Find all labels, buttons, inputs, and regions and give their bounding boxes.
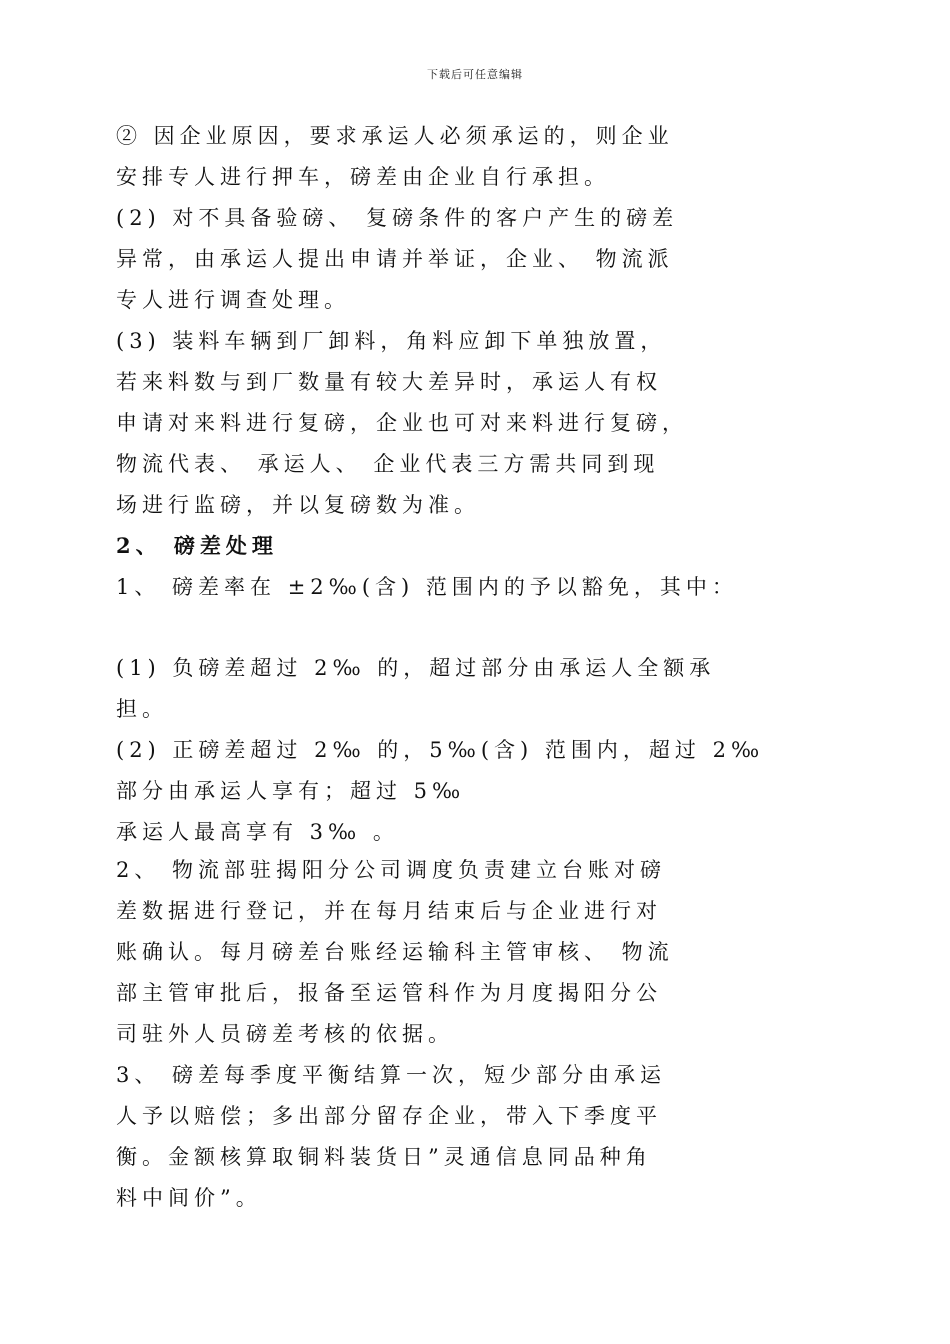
text-line: 担。 xyxy=(116,697,168,721)
text-line: 物流代表、 承运人、 企业代表三方需共同到现 xyxy=(116,452,660,476)
text-line: (1) 负磅差超过 2‰ 的，超过部分由承运人全额承 xyxy=(116,656,716,680)
text-line: 专人进行调查处理。 xyxy=(116,288,350,312)
text-line: 3、 磅差每季度平衡结算一次，短少部分由承运 xyxy=(116,1063,667,1087)
text-line: 场进行监磅，并以复磅数为准。 xyxy=(116,493,480,517)
text-line: 1、 磅差率在 ±2‰(含) 范围内的予以豁免，其中： xyxy=(116,575,738,599)
text-line: 差数据进行登记，并在每月结束后与企业进行对 xyxy=(116,899,662,923)
text-line: 部主管审批后，报备至运管科作为月度揭阳分公 xyxy=(116,981,662,1005)
text-line: 2、 物流部驻揭阳分公司调度负责建立台账对磅 xyxy=(116,858,667,882)
text-line: 若来料数与到厂数量有较大差异时，承运人有权 xyxy=(116,370,662,394)
text-line: 账确认。每月磅差台账经运输科主管审核、 物流 xyxy=(116,940,674,964)
page-header: 下载后可任意编辑 xyxy=(427,68,523,81)
text-line: 衡。金额核算取铜料装货日”灵通信息同品种角 xyxy=(116,1145,652,1169)
text-line: 异常，由承运人提出申请并举证，企业、 物流派 xyxy=(116,247,674,271)
text-line: 承运人最高享有 3‰ 。 xyxy=(116,820,399,844)
text-line: 部分由承运人享有；超过 5‰ xyxy=(116,779,466,803)
text-line: 申请对来料进行复磅，企业也可对来料进行复磅， xyxy=(116,411,688,435)
text-line: 料中间价”。 xyxy=(116,1186,262,1210)
text-line: 安排专人进行押车，磅差由企业自行承担。 xyxy=(116,165,610,189)
text-line: (3) 装料车辆到厂卸料，角料应卸下单独放置， xyxy=(116,329,667,353)
text-line: 人予以赔偿；多出部分留存企业，带入下季度平 xyxy=(116,1104,662,1128)
text-line: ② 因企业原因，要求承运人必须承运的，则企业 xyxy=(116,124,674,148)
text-line: (2) 正磅差超过 2‰ 的，5‰(含) 范围内，超过 2‰ xyxy=(116,738,765,762)
section-heading: 2、 磅差处理 xyxy=(116,533,278,558)
text-line: (2) 对不具备验磅、 复磅条件的客户产生的磅差 xyxy=(116,206,679,230)
text-line: 司驻外人员磅差考核的依据。 xyxy=(116,1022,454,1046)
